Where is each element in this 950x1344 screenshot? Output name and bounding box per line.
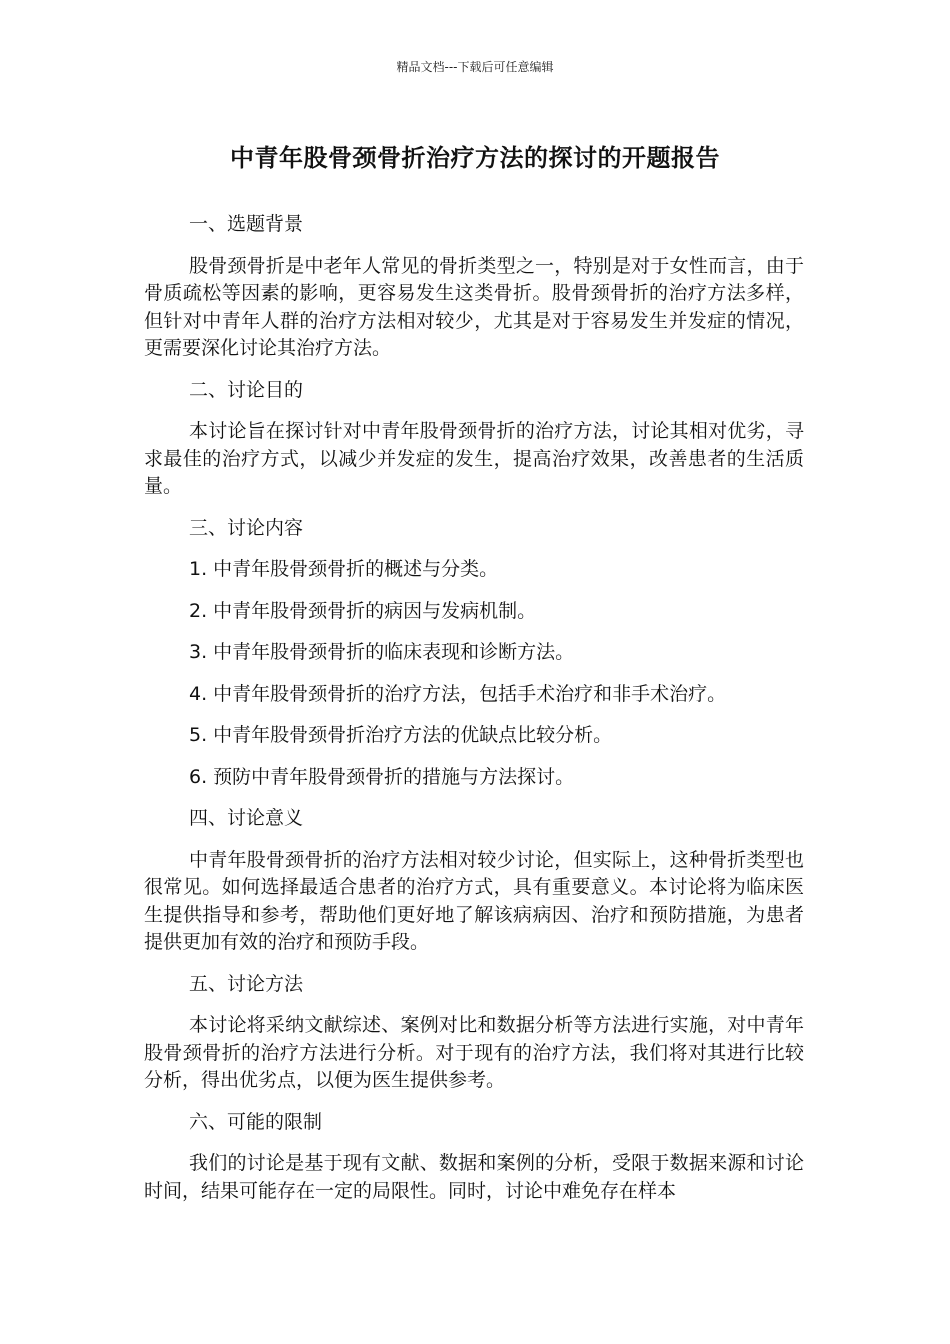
- content-list-item: 6. 预防中青年股骨颈骨折的措施与方法探讨。: [189, 765, 575, 788]
- content-list-item: 1. 中青年股骨颈骨折的概述与分类。: [189, 558, 499, 580]
- content-list-item: 5. 中青年股骨颈骨折治疗方法的优缺点比较分析。: [189, 724, 613, 746]
- section-heading-content: 三、讨论内容: [189, 516, 304, 539]
- section-heading-significance: 四、讨论意义: [189, 807, 304, 829]
- content-list-item: 4. 中青年股骨颈骨折的治疗方法，包括手术治疗和非手术治疗。: [189, 682, 727, 705]
- section-paragraph-background: 股骨颈骨折是中老年人常见的骨折类型之一，特别是对于女性而言，由于骨质疏松等因素的影响，更容易发生这类骨折。股骨颈骨折的治疗方法多样，但针对中青年人群的治疗方法相对较少，尤其是对于容易发生并发症的情况，更需要深化讨论其治疗方法。: [144, 254, 804, 359]
- section-paragraph-method: 本讨论将采纳文献综述、案例对比和数据分析等方法进行实施，对中青年股骨颈骨折的治疗方法进行分析。对于现有的治疗方法，我们将对其进行比较分析，得出优劣点，以便为医生提供参考。: [144, 1014, 804, 1091]
- section-paragraph-limitations: 我们的讨论是基于现有文献、数据和案例的分析，受限于数据来源和讨论时间，结果可能存在一定的局限性。同时，讨论中难免存在样本: [144, 1152, 804, 1202]
- section-heading-limitations: 六、可能的限制: [189, 1110, 323, 1133]
- document-body: [144, 211, 804, 1219]
- section-paragraph-purpose: 本讨论旨在探讨针对中青年股骨颈骨折的治疗方法，讨论其相对优劣，寻求最佳的治疗方式，以减少并发症的发生，提高治疗效果，改善患者的生活质量。: [144, 420, 804, 497]
- content-list-item: 3. 中青年股骨颈骨折的临床表现和诊断方法。: [189, 641, 575, 663]
- page-header-note: 精品文档---下载后可任意编辑: [396, 60, 554, 74]
- content-list-item: 2. 中青年股骨颈骨折的病因与发病机制。: [189, 599, 537, 622]
- section-heading-purpose: 二、讨论目的: [189, 378, 304, 401]
- section-paragraph-significance: 中青年股骨颈骨折的治疗方法相对较少讨论，但实际上，这种骨折类型也很常见。如何选择最适合患者的治疗方式，具有重要意义。本讨论将为临床医生提供指导和参考，帮助他们更好地了解该病病因、治疗和预防措施，为患者提供更加有效的治疗和预防手段。: [144, 848, 804, 953]
- document-title: 中青年股骨颈骨折治疗方法的探讨的开题报告: [230, 144, 720, 172]
- section-heading-background: 一、选题背景: [189, 213, 304, 235]
- section-heading-method: 五、讨论方法: [189, 972, 304, 995]
